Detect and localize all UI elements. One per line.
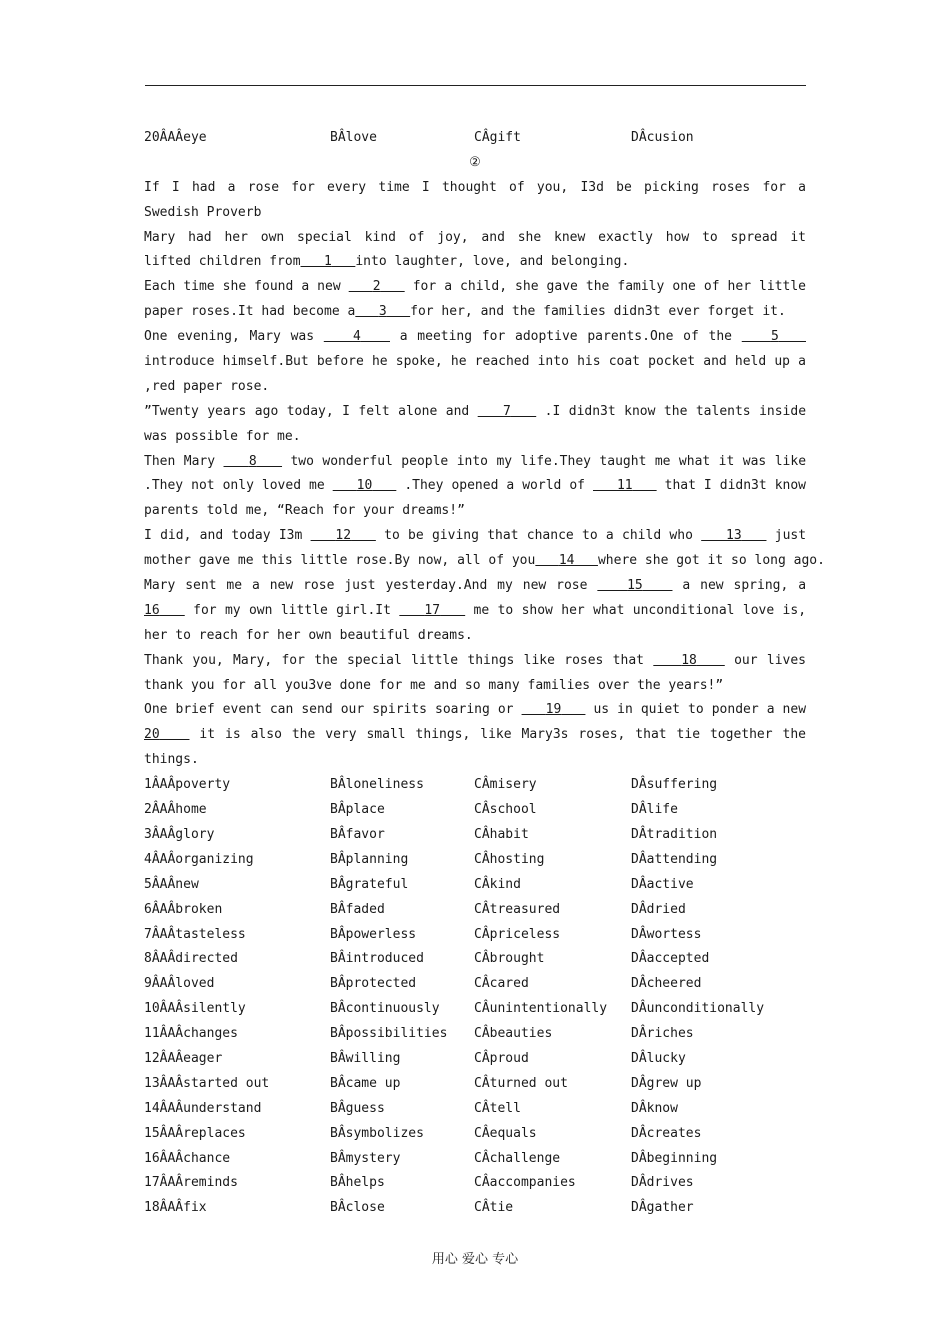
option-b: BÂloneliness (330, 777, 424, 793)
quote-source: Swedish Proverb (144, 204, 262, 220)
option-b: BÂwilling (330, 1050, 401, 1066)
passage-line: introduce himself.But before he spoke, he reached into his coat pocket and held up a (144, 354, 806, 370)
options-row-17 (144, 1171, 806, 1196)
options-row-12 (144, 1047, 806, 1072)
options-row-13 (144, 1072, 806, 1097)
option-d: DÂgrew up (631, 1075, 702, 1091)
option-d: DÂdried (631, 901, 686, 917)
blank-5: 5 (770, 329, 779, 345)
options-row-14 (144, 1097, 806, 1122)
option-b: BÂhelps (330, 1175, 385, 1191)
option-d: DÂunconditionally (631, 1001, 765, 1017)
option-c: CÂequals (474, 1125, 537, 1141)
option-a: 7ÂAÂtasteless (144, 926, 246, 942)
option-b: BÂcontinuously (330, 1001, 440, 1017)
passage-line: ”Twenty years ago today, I felt alone and 7 .I didn3t know the talents inside (144, 403, 806, 419)
option-a: 14ÂAÂunderstand (144, 1100, 262, 1116)
option-a: 4ÂAÂorganizing (144, 851, 254, 867)
options-row-4 (144, 848, 806, 873)
document-body (144, 126, 825, 1221)
option-a: 3ÂAÂglory (144, 826, 215, 842)
passage-line: One brief event can send our spirits soaring or 19 us in quiet to ponder a new (144, 702, 806, 718)
option-d: DÂcusion (631, 130, 694, 145)
option-a: 9ÂAÂloved (144, 976, 215, 992)
passage-line: 20 it is also the very small things, like Mary3s roses, that tie together the (144, 727, 806, 743)
passage-line: Mary sent me a new rose just yesterday.And my new rose 15 a new spring, a (144, 578, 806, 594)
option-c: CÂtie (474, 1200, 514, 1216)
options-row-11 (144, 1022, 806, 1047)
option-c: CÂhosting (474, 851, 545, 867)
option-b: BÂlove (330, 130, 377, 145)
option-a: 6ÂAÂbroken (144, 901, 223, 917)
passage-line: thank you for all you3ve done for me and so many families over the years!” (144, 677, 724, 693)
option-d: DÂtradition (631, 826, 718, 842)
passage-line: things. (144, 752, 199, 768)
blank-3: 3 (378, 304, 387, 320)
blank-19: 19 (545, 702, 562, 718)
header-rule (145, 85, 806, 86)
passage-line: One evening, Mary was 4 a meeting for adoptive parents.One of the 5 (144, 325, 806, 350)
option-b: BÂpowerless (330, 926, 417, 942)
option-c: CÂhabit (474, 826, 529, 842)
passage-line: 16 for my own little girl.It 17 me to show her what unconditional love is, (144, 602, 806, 618)
option-a: 1ÂAÂpoverty (144, 777, 231, 793)
options-row-2 (144, 798, 806, 823)
passage-line: her to reach for her own beautiful dreams. (144, 627, 473, 643)
option-c: CÂtell (474, 1100, 521, 1116)
option-c: CÂmisery (474, 777, 537, 793)
passage-line: .They not only loved me 10 .They opened a world of 11 that I didn3t know (144, 478, 806, 494)
section-marker: ② (469, 154, 481, 170)
passage-line: Mary had her own special kind of joy, and she knew exactly how to spread it (144, 229, 806, 245)
option-c: CÂaccompanies (474, 1175, 576, 1191)
option-b: BÂfavor (330, 826, 385, 842)
page-footer: 用心 爱心 专心 (431, 1252, 519, 1267)
option-a: 15ÂAÂreplaces (144, 1125, 246, 1141)
option-d: DÂdrives (631, 1175, 694, 1191)
option-b: BÂintroduced (330, 951, 424, 967)
blank-10: 10 (356, 478, 373, 494)
option-d: DÂgather (631, 1200, 694, 1216)
option-b: BÂclose (330, 1200, 385, 1216)
option-d: DÂwortess (631, 926, 702, 942)
option-b: BÂplanning (330, 851, 409, 867)
option-d: DÂknow (631, 1100, 678, 1116)
passage-line: lifted children from 1 into laughter, love, and belonging. (144, 254, 630, 270)
option-b: BÂguess (330, 1100, 385, 1116)
blank-14: 14 (558, 553, 575, 569)
options-row-1 (144, 773, 806, 798)
option-d: DÂcreates (631, 1125, 702, 1141)
option-a: 16ÂAÂchance (144, 1150, 231, 1166)
option-b: BÂplace (330, 802, 385, 818)
option-d: DÂbeginning (631, 1150, 718, 1166)
options-row-5 (144, 873, 806, 898)
option-b: BÂgrateful (330, 876, 409, 892)
option-d: DÂsuffering (631, 777, 718, 793)
option-c: CÂunintentionally (474, 1001, 608, 1017)
option-a: 5ÂAÂnew (144, 876, 199, 892)
options-row-7 (144, 923, 806, 948)
option-a: 2ÂAÂhome (144, 802, 207, 818)
blank-8: 8 (248, 453, 257, 469)
option-d: DÂlife (631, 802, 678, 818)
option-a: 11ÂAÂchanges (144, 1026, 238, 1042)
option-a: 12ÂAÂeager (144, 1050, 223, 1066)
option-c: CÂtreasured (474, 901, 561, 917)
option-b: BÂmystery (330, 1150, 401, 1166)
option-c: CÂbeauties (474, 1026, 553, 1042)
passage-line: was possible for me. (144, 428, 301, 444)
option-a: 20ÂAÂeye (144, 130, 207, 145)
passage-line: mother gave me this little rose.By now, all of you 14 where she got it so long ago. (144, 553, 825, 569)
option-b: BÂprotected (330, 976, 417, 992)
passage-line: parents told me, “Reach for your dreams!” (144, 503, 465, 519)
option-c: CÂbrought (474, 951, 545, 967)
blank-13: 13 (726, 528, 742, 544)
option-c: CÂchallenge (474, 1150, 561, 1166)
option-a: 17ÂAÂreminds (144, 1175, 238, 1191)
option-b: BÂcame up (330, 1075, 401, 1091)
blank-16: 16 (144, 602, 160, 618)
option-a: 10ÂAÂsilently (144, 1001, 246, 1017)
options-row-18 (144, 1196, 806, 1221)
option-d: DÂattending (631, 851, 718, 867)
option-d: DÂlucky (631, 1050, 686, 1066)
option-c: CÂproud (474, 1050, 529, 1066)
options-row-3 (144, 823, 806, 848)
options-row-16 (144, 1147, 806, 1172)
options-row-10 (144, 997, 806, 1022)
passage-line: Each time she found a new 2 for a child, she gave the family one of her little (144, 279, 806, 295)
passage-line: Then Mary 8 two wonderful people into my life.They taught me what it was like (144, 453, 806, 469)
option-c: CÂschool (474, 802, 537, 818)
option-a: 18ÂAÂfix (144, 1200, 207, 1216)
option-c: CÂpriceless (474, 926, 561, 942)
passage-line: paper roses.It had become a 3 for her, and the families didn3t ever forget it. (144, 304, 786, 320)
blank-20: 20 (144, 727, 160, 743)
blank-15: 15 (627, 578, 643, 594)
blank-12: 12 (335, 528, 352, 544)
blank-4: 4 (352, 329, 361, 345)
option-d: DÂcheered (631, 976, 702, 992)
option-d: DÂriches (631, 1026, 694, 1042)
option-d: DÂaccepted (631, 951, 710, 967)
option-c: CÂcared (474, 976, 529, 992)
options-row-15 (144, 1122, 806, 1147)
option-b: BÂsymbolizes (330, 1125, 424, 1141)
options-row-6 (144, 898, 806, 923)
options-row-20 (144, 126, 806, 151)
option-c: CÂgift (474, 130, 521, 145)
option-b: BÂfaded (330, 901, 385, 917)
passage-quote: If I had a rose for every time I thought of you, I3d be picking roses for a (144, 179, 806, 195)
option-a: 13ÂAÂstarted out (144, 1075, 270, 1091)
options-row-8 (144, 947, 806, 972)
blank-7: 7 (503, 403, 511, 419)
blank-17: 17 (424, 602, 441, 618)
passage-line: I did, and today I3m 12 to be giving that chance to a child who 13 just (144, 528, 806, 544)
blank-1: 1 (324, 254, 332, 270)
passage-line: ,red paper rose. (144, 378, 270, 394)
option-c: CÂkind (474, 876, 521, 892)
blank-11: 11 (616, 478, 633, 494)
option-b: BÂpossibilities (330, 1026, 448, 1042)
options-row-9 (144, 972, 806, 997)
blank-18: 18 (681, 652, 697, 668)
option-d: DÂactive (631, 876, 694, 892)
option-c: CÂturned out (474, 1075, 568, 1091)
passage-line: Thank you, Mary, for the special little things like roses that 18 our lives (144, 652, 806, 668)
option-a: 8ÂAÂdirected (144, 951, 238, 967)
blank-2: 2 (372, 279, 381, 295)
